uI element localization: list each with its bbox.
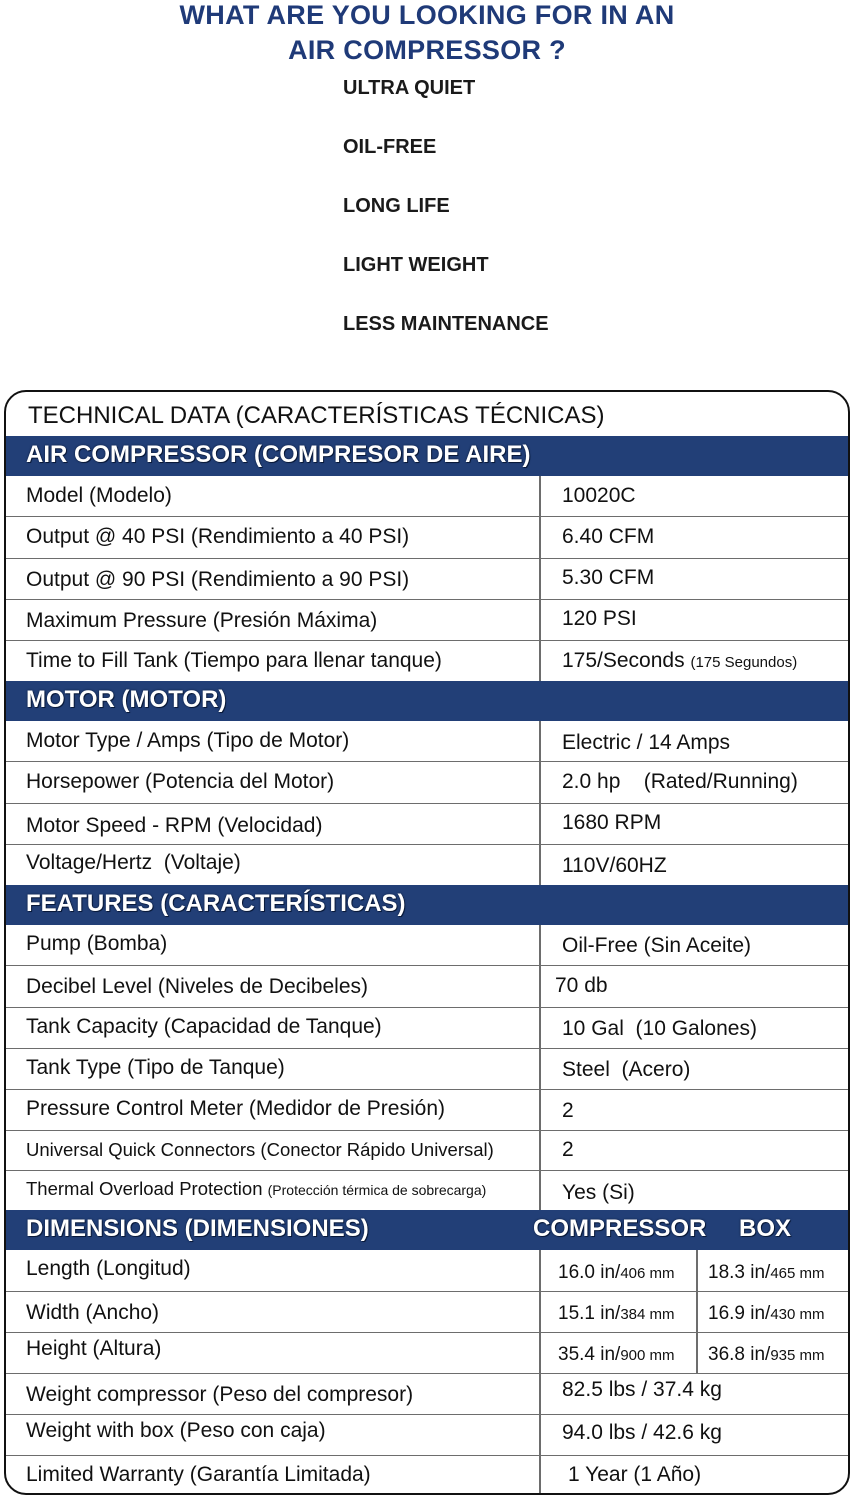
section-title: AIR COMPRESSOR (COMPRESOR DE AIRE) <box>26 441 531 468</box>
row-label: Tank Capacity (Capacidad de Tanque) <box>26 1015 382 1038</box>
feature-item: LONG LIFE <box>343 195 450 217</box>
value-mm: 430 mm <box>770 1306 825 1323</box>
table-row <box>6 804 850 845</box>
table-row <box>6 476 850 517</box>
column-header-compressor: COMPRESSOR <box>533 1215 707 1242</box>
value-mm: 900 mm <box>620 1347 675 1364</box>
table-row <box>6 1333 850 1374</box>
technical-data-title: TECHNICAL DATA (CARACTERÍSTICAS TÉCNICAS) <box>28 402 605 429</box>
table-row <box>6 1008 850 1049</box>
feature-item: LESS MAINTENANCE <box>343 313 549 335</box>
row-value-note: (175 Segundos) <box>690 654 798 671</box>
table-row <box>6 517 850 559</box>
row-label: Limited Warranty (Garantía Limitada) <box>26 1463 371 1486</box>
technical-data-table <box>4 390 850 1495</box>
row-label: Motor Type / Amps (Tipo de Motor) <box>26 729 350 752</box>
row-value: 2 <box>562 1099 574 1122</box>
row-label: Weight compressor (Peso del compresor) <box>26 1383 414 1406</box>
row-label: Maximum Pressure (Presión Máxima) <box>26 609 378 632</box>
section-title: MOTOR (MOTOR) <box>26 686 227 713</box>
compressor-dimension <box>558 1262 675 1284</box>
row-value: 1 Year (1 Año) <box>568 1463 702 1486</box>
row-label-main: Thermal Overload Protection <box>26 1178 263 1199</box>
section-header-air-compressor <box>6 436 850 476</box>
value-inches: 15.1 in/ <box>558 1303 621 1324</box>
row-value: Electric / 14 Amps <box>562 731 731 754</box>
feature-item: LIGHT WEIGHT <box>343 254 489 276</box>
table-row <box>6 1049 850 1090</box>
row-label: Time to Fill Tank (Tiempo para llenar tanque) <box>26 649 442 672</box>
row-label: Motor Speed - RPM (Velocidad) <box>26 814 323 837</box>
table-row <box>6 559 850 600</box>
row-label: Output @ 40 PSI (Rendimiento a 40 PSI) <box>26 525 410 548</box>
row-label: Horsepower (Potencia del Motor) <box>26 770 335 793</box>
compressor-dimension <box>558 1344 675 1366</box>
table-row <box>6 1250 850 1292</box>
row-value: Yes (Si) <box>562 1181 635 1204</box>
row-value: 1680 RPM <box>562 811 662 834</box>
table-row <box>6 845 850 885</box>
row-value: 94.0 lbs / 42.6 kg <box>562 1421 722 1444</box>
value-mm: 406 mm <box>620 1265 675 1282</box>
row-value-main: 175/Seconds <box>562 649 685 672</box>
row-label: Length (Longitud) <box>26 1257 191 1280</box>
headline-line-1: WHAT ARE YOU LOOKING FOR IN AN <box>179 0 675 30</box>
row-value <box>562 649 797 673</box>
section-title: DIMENSIONS (DIMENSIONES) <box>26 1215 369 1242</box>
row-label <box>26 1178 486 1200</box>
row-value: 120 PSI <box>562 607 637 630</box>
table-row <box>6 925 850 966</box>
row-value: Oil-Free (Sin Aceite) <box>562 934 752 957</box>
value-inches: 36.8 in/ <box>708 1344 771 1365</box>
row-value: 5.30 CFM <box>562 566 655 589</box>
table-row <box>6 641 850 681</box>
row-value: Steel (Acero) <box>562 1058 691 1081</box>
row-label: Pump (Bomba) <box>26 932 168 955</box>
feature-item: OIL-FREE <box>343 136 437 158</box>
row-value: 2 <box>562 1138 574 1161</box>
row-label: Voltage/Hertz (Voltaje) <box>26 851 241 874</box>
table-row <box>6 1456 850 1495</box>
row-label: Weight with box (Peso con caja) <box>26 1419 326 1442</box>
compressor-dimension <box>558 1303 675 1325</box>
table-row <box>6 1171 850 1210</box>
value-inches: 18.3 in/ <box>708 1262 771 1283</box>
row-value: 70 db <box>555 974 608 997</box>
row-label: Model (Modelo) <box>26 484 172 507</box>
value-mm: 384 mm <box>620 1306 675 1323</box>
headline-line-2: AIR COMPRESSOR ? <box>288 35 566 65</box>
section-header-motor <box>6 681 850 721</box>
row-value: 10 Gal (10 Galones) <box>562 1017 757 1040</box>
row-label: Decibel Level (Niveles de Decibeles) <box>26 975 368 998</box>
table-row <box>6 1292 850 1333</box>
feature-item: ULTRA QUIET <box>343 77 476 99</box>
row-label-note: (Protección térmica de sobrecarga) <box>267 1182 487 1198</box>
section-title: FEATURES (CARACTERÍSTICAS) <box>26 890 406 917</box>
table-row <box>6 762 850 804</box>
value-mm: 465 mm <box>770 1265 825 1282</box>
row-value: 10020C <box>562 484 636 507</box>
row-value: 110V/60HZ <box>562 854 667 877</box>
table-row <box>6 966 850 1008</box>
row-label: Tank Type (Tipo de Tanque) <box>26 1056 285 1079</box>
box-dimension <box>708 1262 825 1284</box>
table-row <box>6 1374 850 1415</box>
row-label: Universal Quick Connectors (Conector Rápido Universal) <box>26 1139 494 1160</box>
column-header-box: BOX <box>739 1215 792 1242</box>
table-row <box>6 721 850 762</box>
value-inches: 16.0 in/ <box>558 1262 621 1283</box>
box-dimension <box>708 1344 825 1366</box>
table-row <box>6 1090 850 1131</box>
table-row <box>6 600 850 641</box>
row-value: 2.0 hp (Rated/Running) <box>562 770 798 793</box>
row-value: 6.40 CFM <box>562 525 655 548</box>
table-row <box>6 1131 850 1171</box>
row-label: Width (Ancho) <box>26 1301 160 1324</box>
section-header-features <box>6 885 850 925</box>
row-label: Output @ 90 PSI (Rendimiento a 90 PSI) <box>26 568 410 591</box>
value-inches: 35.4 in/ <box>558 1344 621 1365</box>
value-mm: 935 mm <box>770 1347 825 1364</box>
box-dimension <box>708 1303 825 1325</box>
table-row <box>6 1415 850 1456</box>
row-label: Pressure Control Meter (Medidor de Presión) <box>26 1097 445 1120</box>
value-inches: 16.9 in/ <box>708 1303 771 1324</box>
row-label: Height (Altura) <box>26 1337 162 1360</box>
section-header-dimensions <box>6 1210 850 1250</box>
row-value: 82.5 lbs / 37.4 kg <box>562 1378 722 1401</box>
